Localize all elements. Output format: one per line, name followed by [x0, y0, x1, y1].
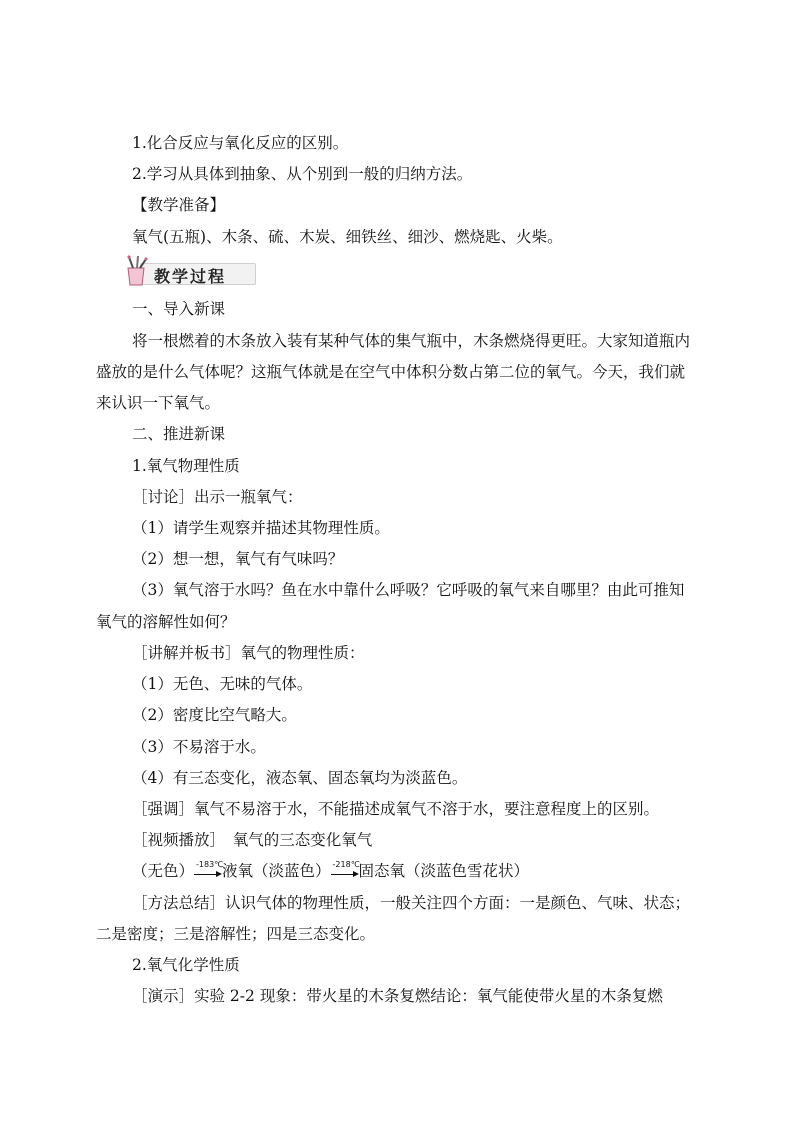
- section-2-title: 2.氧气化学性质: [132, 956, 240, 974]
- method-line-2: 二是密度；三是溶解性；四是三态变化。: [96, 925, 376, 943]
- badge-label: 教学过程: [154, 267, 227, 286]
- pencil-cup-icon: [120, 254, 156, 288]
- method-line-1: ［方法总结］认识气体的物理性质，一般关注四个方面：一是颜色、气味、状态；: [132, 894, 691, 912]
- intro-para-line-3: 来认识一下氧气。: [96, 394, 221, 412]
- prep-heading: 【教学准备】: [132, 196, 226, 214]
- prep-items: 氧气(五瓶)、木条、硫、木炭、细铁丝、细沙、燃烧匙、火柴。: [132, 228, 563, 246]
- question-2: （2）想一想，氧气有气味吗？: [132, 550, 344, 568]
- explain-line: ［讲解并板书］氧气的物理性质：: [132, 644, 365, 662]
- question-3-line-1: （3）氧气溶于水吗？鱼在水中靠什么呼吸？它呼吸的氧气来自哪里？由此可推知: [132, 581, 685, 599]
- intro-heading: 一、导入新课: [132, 300, 226, 318]
- discuss-line: ［讨论］出示一瓶氧气：: [132, 488, 303, 506]
- advance-heading: 二、推进新课: [132, 425, 226, 443]
- video-line: ［视频播放］ 氧气的三态变化氧气: [132, 831, 373, 849]
- arrow-218: [331, 861, 359, 881]
- property-4: （4）有三态变化，液态氧、固态氧均为淡蓝色。: [132, 769, 468, 787]
- arrow-183: [194, 861, 222, 881]
- goal-2: 2.学习从具体到抽象、从个别到一般的归纳方法。: [132, 165, 473, 183]
- state-solid: 固态氧（淡蓝色雪花状）: [358, 862, 530, 880]
- arrow-218-label: -218℃: [332, 860, 360, 869]
- state-liquid: 液氧（淡蓝色）: [222, 862, 331, 880]
- property-1: （1）无色、无味的气体。: [132, 675, 313, 693]
- goal-1: 1.化合反应与氧化反应的区别。: [132, 134, 349, 152]
- property-2: （2）密度比空气略大。: [132, 706, 297, 724]
- state-gas: （无色）: [132, 862, 195, 880]
- state-change-line: [132, 861, 529, 881]
- process-badge: [120, 254, 256, 288]
- intro-para-line-1: 将一根燃着的木条放入装有某种气体的集气瓶中，木条燃烧得更旺。大家知道瓶内: [132, 332, 691, 350]
- question-3-line-2: 氧气的溶解性如何？: [96, 613, 236, 631]
- property-3: （3）不易溶于水。: [132, 738, 266, 756]
- section-1-title: 1.氧气物理性质: [132, 457, 240, 475]
- intro-para-line-2: 盛放的是什么气体呢？这瓶气体就是在空气中体积分数占第二位的氧气。今天，我们就: [96, 363, 686, 381]
- emphasis-line: ［强调］氧气不易溶于水，不能描述成氧气不溶于水，要注意程度上的区别。: [132, 800, 660, 818]
- demo-line: ［演示］实验 2-2 现象：带火星的木条复燃结论：氧气能使带火星的木条复燃: [132, 987, 663, 1005]
- question-1: （1）请学生观察并描述其物理性质。: [132, 519, 390, 537]
- arrow-183-label: -183℃: [196, 860, 224, 869]
